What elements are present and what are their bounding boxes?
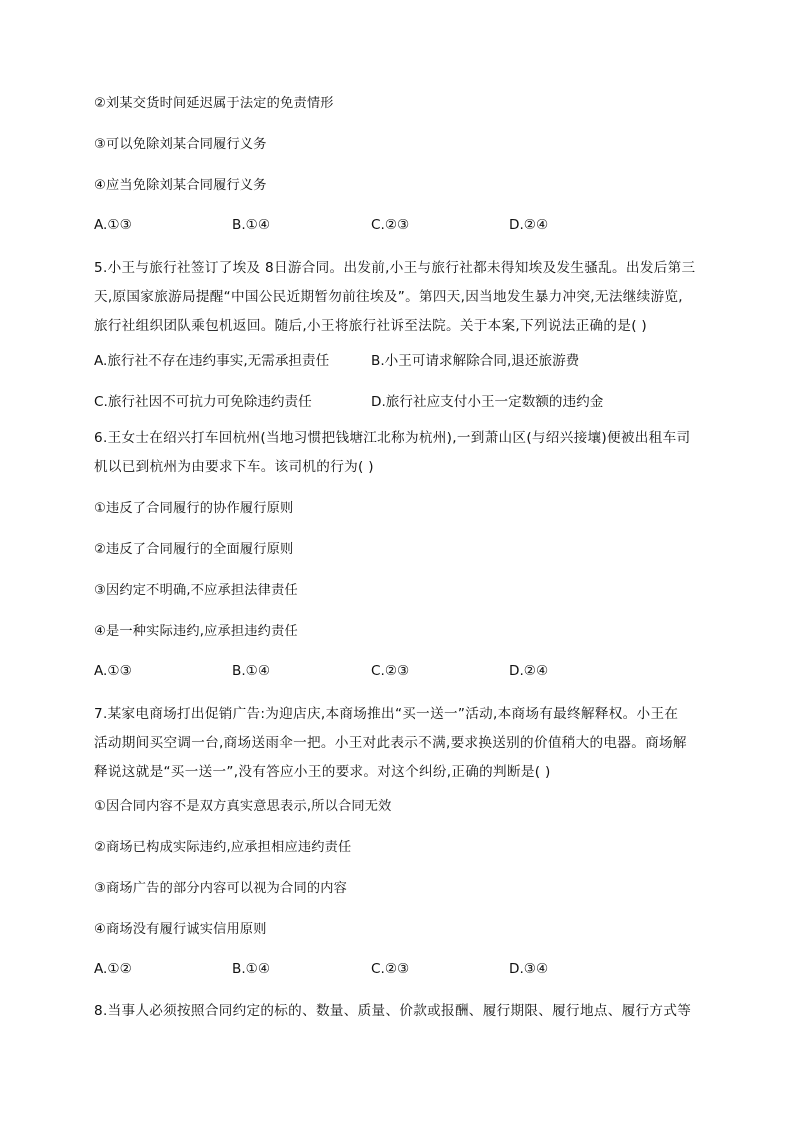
- q4-option-c[interactable]: C.②③: [371, 217, 410, 233]
- q6-statement-3: ③因约定不明确,不应承担法律责任: [94, 583, 298, 598]
- q6-statement-2: ②违反了合同履行的全面履行原则: [94, 542, 294, 557]
- q7-stem-line: 活动期间买空调一台,商场送雨伞一把。小王对此表示不满,要求换送别的价值稍大的电器。商场解: [94, 735, 687, 751]
- q5-options-row-1: [94, 351, 704, 371]
- q5-stem-line: 天,原国家旅游局提醒“中国公民近期暂勿前往埃及”。第四天,因当地发生暴力冲突,无法继续游览,: [94, 289, 683, 305]
- q5-option-c[interactable]: C.旅行社因不可抗力可免除违约责任: [94, 394, 312, 410]
- q5-option-b[interactable]: B.小王可请求解除合同,退还旅游费: [371, 353, 580, 369]
- q4-option-d[interactable]: D.②④: [509, 217, 549, 233]
- q7-option-c[interactable]: C.②③: [371, 961, 410, 977]
- q7-stem: [94, 700, 699, 787]
- q5-option-a[interactable]: A.旅行社不存在违约事实,无需承担责任: [94, 353, 330, 369]
- q4-option-b[interactable]: B.①④: [232, 217, 271, 233]
- q7-statement-4: ④商场没有履行诚实信用原则: [94, 922, 267, 937]
- q7-statement-2: ②商场已构成实际违约,应承担相应违约责任: [94, 840, 352, 855]
- q6-stem: [94, 424, 699, 482]
- q6-option-a[interactable]: A.①③: [94, 663, 132, 679]
- q6-options: [94, 661, 704, 681]
- q6-stem-line: 6.王女士在绍兴打车回杭州(当地习惯把钱塘江北称为杭州),一到萧山区(与绍兴接壤)便被出租车司: [94, 430, 691, 446]
- q6-option-d[interactable]: D.②④: [509, 663, 549, 679]
- q4-statement-4: ④应当免除刘某合同履行义务: [94, 178, 267, 193]
- q6-option-b[interactable]: B.①④: [232, 663, 271, 679]
- q7-statement-1: ①因合同内容不是双方真实意思表示,所以合同无效: [94, 799, 392, 814]
- q4-statement-2: ②刘某交货时间延迟属于法定的免责情形: [94, 96, 334, 111]
- q5-stem-line: 旅行社组织团队乘包机返回。随后,小王将旅行社诉至法院。关于本案,下列说法正确的是( ): [94, 318, 648, 334]
- q7-stem-line: 7.某家电商场打出促销广告:为迎店庆,本商场推出“买一送一”活动,本商场有最终解释权。小王在: [94, 706, 679, 722]
- q6-statement-1: ①违反了合同履行的协作履行原则: [94, 501, 294, 516]
- q6-option-c[interactable]: C.②③: [371, 663, 410, 679]
- q6-statement-4: ④是一种实际违约,应承担违约责任: [94, 624, 298, 639]
- q7-option-d[interactable]: D.③④: [509, 961, 549, 977]
- q4-statement-3: ③可以免除刘某合同履行义务: [94, 137, 267, 152]
- q8-stem-line: 8.当事人必须按照合同约定的标的、数量、质量、价款或报酬、履行期限、履行地点、履行方式等: [94, 1003, 692, 1019]
- q7-option-a[interactable]: A.①②: [94, 961, 132, 977]
- q7-stem-line: 释说这就是“买一送一”,没有答应小王的要求。对这个纠纷,正确的判断是( ): [94, 764, 551, 780]
- q7-options: [94, 959, 704, 979]
- q8-stem: [94, 997, 699, 1026]
- q5-stem: [94, 254, 699, 341]
- q7-option-b[interactable]: B.①④: [232, 961, 271, 977]
- q5-stem-line: 5.小王与旅行社签订了埃及 8日游合同。出发前,小王与旅行社都未得知埃及发生骚乱。出发后第三: [94, 260, 696, 276]
- q7-statement-3: ③商场广告的部分内容可以视为合同的内容: [94, 881, 347, 896]
- q5-option-d[interactable]: D.旅行社应支付小王一定数额的违约金: [371, 394, 604, 410]
- q6-stem-line: 机以已到杭州为由要求下车。该司机的行为( ): [94, 459, 374, 475]
- q4-options: [94, 215, 704, 235]
- q5-options-row-2: [94, 392, 704, 412]
- q4-option-a[interactable]: A.①③: [94, 217, 132, 233]
